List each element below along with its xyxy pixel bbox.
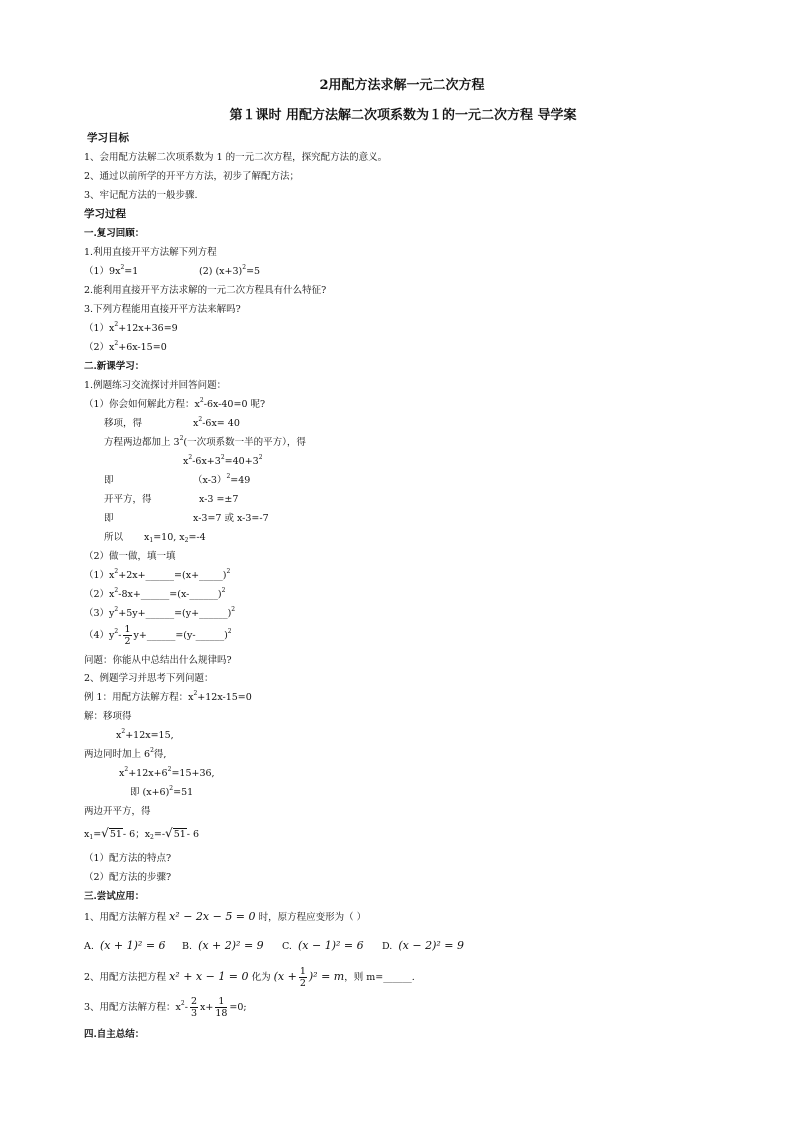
- sqrt-51-a: √51: [101, 826, 122, 840]
- fill-item-4: $(4)y^2-$ $\frac{1}{2}$ y+______=(y-______)$^2$: [84, 624, 232, 647]
- solution-equation-3: 即 $(x+6)^2=51$: [130, 785, 194, 798]
- new-item-1: 1.例题练习交流探讨并回答问题：: [84, 380, 227, 391]
- step-sqrt-label: 开平方，得: [104, 494, 152, 505]
- step-move-equation: $x^2-6x= 40$: [193, 416, 240, 429]
- think-question-1: （1）配方法的特点?: [84, 853, 172, 864]
- practice-1: 1、用配方法解方程 x² − 2x − 5 = 0 时，原方程应变形为（ ）: [84, 910, 367, 923]
- example-1: 例 1：用配方法解方程：$x^2+12x-15=0$: [84, 690, 252, 703]
- section-apply-heading: 三.尝试应用：: [84, 891, 145, 902]
- goal-1: 1、会用配方法解二次项系数为 1 的一元二次方程，探究配方法的意义。: [84, 152, 388, 163]
- question-rule: 问题：你能从中总结出什么规律吗?: [84, 655, 232, 666]
- step-so-label: 所以: [104, 532, 124, 543]
- step-split-equation: x-3=7 或 x-3=-7: [193, 513, 269, 524]
- goal-2: 2、通过以前所学的开平方方法，初步了解配方法；: [84, 171, 300, 182]
- section-review-heading: 一.复习回顾：: [84, 228, 145, 239]
- section-summary-heading: 四.自主总结：: [84, 1029, 145, 1040]
- review-item-2: 2.能利用直接开平方法求解的一元二次方程具有什么特征?: [84, 285, 327, 296]
- think-question-2: （2）配方法的步骤?: [84, 872, 172, 883]
- option-b: B. (x + 2)² = 9: [182, 939, 264, 952]
- fraction-two-thirds: $\frac{2}{3}$: [190, 996, 197, 1019]
- step-add-label: 方程两边都加上 $3^2$(一次项系数一半的平方），得: [104, 435, 306, 448]
- process-heading: 学习过程: [84, 208, 126, 220]
- review-equation-1: $(1)9x^2=1$: [84, 264, 139, 277]
- fraction-half: $\frac{1}{2}$: [124, 624, 131, 647]
- goals-heading: 学习目标: [87, 132, 129, 144]
- review-equation-4: $(2)x^2+6x-15=0$: [84, 340, 167, 353]
- review-equation-2: (2) $(x+3)^2=5$: [199, 264, 261, 277]
- fraction-one-eighteenth: $\frac{1}{18}$: [215, 996, 228, 1019]
- review-equation-3: $(1)x^2+12x+36=9$: [84, 321, 178, 334]
- goal-3: 3、牢记配方法的一般步骤.: [84, 190, 198, 201]
- page-title: 2用配方法求解一元二次方程: [319, 78, 485, 93]
- step-square-equation: $(x-3)^2=49$: [193, 473, 251, 486]
- option-a: A. (x + 1)² = 6: [84, 939, 166, 952]
- step-roots: $x_1=10$, $x_2=-4$: [144, 532, 206, 544]
- solution-label: 解：移项得: [84, 711, 132, 722]
- option-c: C. (x − 1)² = 6: [282, 939, 364, 952]
- section-new-heading: 二.新课学习：: [84, 361, 145, 372]
- new-question-1: （1）你会如何解此方程：$x^2-6x-40=0$ 呢?: [84, 397, 266, 410]
- step-ji2-label: 即: [104, 513, 114, 524]
- practice-2: 2、用配方法把方程 x² + x − 1 = 0 化为 (x + $\frac{1}{2}$ )² = m，则 m=______.: [84, 966, 415, 989]
- fill-item-3: $(3)y^2+5y+\_\_\_\_\_\_=(y+\_\_\_\_\_\_)^2$: [84, 606, 236, 619]
- step-add-equation: $x^2-6x+3^2=40+3^2$: [183, 454, 263, 467]
- page-subtitle: 第１课时 用配方法解二次项系数为１的一元二次方程 导学案: [229, 108, 577, 123]
- solution-roots: $x_1=√51-$ 6；$x_2=-√51-$ 6: [84, 826, 200, 841]
- solution-add-label: 两边同时加上 $6^2$得,: [84, 747, 167, 760]
- fraction-half-2: $\frac{1}{2}$: [299, 966, 306, 989]
- new-item-2: 2、例题学习并思考下列问题：: [84, 673, 214, 684]
- solution-sqrt-label: 两边开平方，得: [84, 806, 151, 817]
- step-sqrt-equation: x-3 =±7: [199, 494, 239, 505]
- review-item-3: 3.下列方程能用直接开平方法来解吗?: [84, 304, 241, 315]
- solution-equation-2: $x^2+12x+6^2=15+36$,: [119, 766, 215, 779]
- step-move-label: 移项，得: [104, 418, 143, 429]
- fill-item-1: $(1)x^2+2x+\_\_\_\_\_\_=(x+\_\_\_\_\_)^2$: [84, 568, 231, 581]
- step-ji-label: 即: [104, 475, 114, 486]
- practice-3: 3、用配方法解方程：$x^2-$ $\frac{2}{3}$ x+ $\frac{1}{18}$ =0;: [84, 996, 247, 1019]
- sqrt-51-b: √51: [165, 826, 186, 840]
- option-d: D. (x − 2)² = 9: [382, 939, 464, 952]
- solution-equation-1: $x^2+12x=15$,: [116, 728, 174, 741]
- fill-item-2: $(2)x^2-8x+\_\_\_\_\_\_=(x-\_\_\_\_\_\_)^2$: [84, 587, 226, 600]
- review-item-1: 1.利用直接开平方法解下列方程: [84, 247, 217, 258]
- new-question-2: （2）做一做，填一填: [84, 551, 176, 562]
